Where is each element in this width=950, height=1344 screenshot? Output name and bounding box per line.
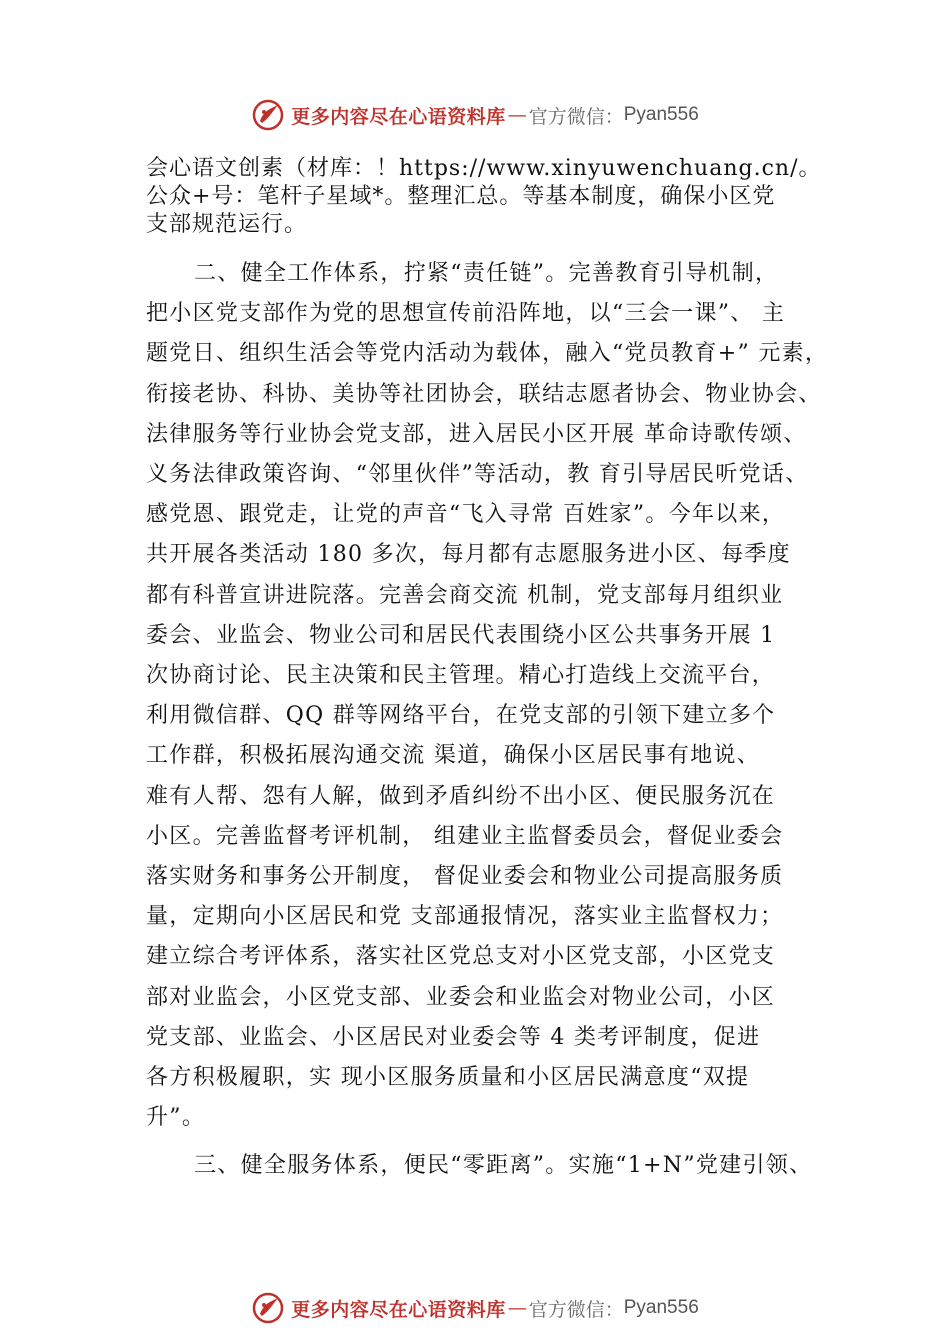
paragraph-line: 感党恩、跟党走，让党的声音“飞入寻常 百姓家”。今年以来， (146, 502, 786, 528)
paragraph-line: 量，定期向小区居民和党 支部通报情况，落实业主监督权力； (146, 904, 784, 930)
paragraph-line: 义务法律政策咨询、“邻里伙伴”等活动，教 育引导居民听党话、 (146, 462, 809, 488)
paragraph-line: 次协商讨论、民主决策和民主管理。精心打造线上交流平台， (146, 663, 776, 689)
paragraph-line: 共开展各类活动 180 多次，每月都有志愿服务进小区、每季度 (146, 542, 791, 568)
banner-title: 更多内容尽在心语资料库 (291, 1298, 506, 1321)
paragraph-line: 委会、业监会、物业公司和居民代表围绕小区公共事务开展 1 (146, 622, 776, 648)
paragraph-line: 二、健全工作体系，拧紧“责任链”。完善教育引导机制， (194, 261, 779, 286)
paragraph-line: 把小区党支部作为党的思想宣传前沿阵地，以“三会一课”、 主 (146, 301, 786, 327)
banner-wechat-id: Pyan556 (623, 104, 699, 125)
footer-banner (0, 1288, 950, 1328)
intro-line: 公众+号：笔杆子星域*。整理汇总。等基本制度，确保小区党 (146, 184, 776, 209)
paragraph-line: 各方积极履职，实 现小区服务质量和小区居民满意度“双提 (146, 1065, 750, 1091)
paragraph-line: 题党日、组织生活会等党内活动为载体，融入“党员教育+” 元素， (146, 341, 829, 367)
paragraph-line: 法律服务等行业协会党支部，进入居民小区开展 革命诗歌传颂、 (146, 421, 807, 447)
paragraph-line: 落实财务和事务公开制度， 督促业委会和物业公司提高服务质 (146, 864, 784, 890)
paragraph-line: 三、健全服务体系，便民“零距离”。实施“1+N”党建引领、 (194, 1153, 813, 1179)
intro-block (146, 155, 846, 239)
paragraph-line: 都有科普宣讲进院落。完善会商交流 机制，党支部每月组织业 (146, 582, 784, 608)
paragraph-line: 工作群，积极拓展沟通交流 渠道，确保小区居民事有地说、 (146, 743, 761, 769)
banner-separator: — (507, 104, 527, 126)
banner-label: 官方微信： (528, 105, 624, 128)
document-body (146, 254, 846, 1187)
banner-title: 更多内容尽在心语资料库 (291, 105, 506, 128)
paragraph-line: 小区。完善监督考评机制， 组建业主监督委员会，督促业委会 (146, 823, 784, 849)
paragraph-line: 利用微信群、QQ 群等网络平台，在党支部的引领下建立多个 (146, 703, 776, 729)
paragraph-line: 部对业监会，小区党支部、业委会和业监会对物业公司，小区 (146, 984, 776, 1010)
paragraph-line: 难有人帮、怨有人解，做到矛盾纠纷不出小区、便民服务沉在 (146, 783, 776, 809)
paragraph-line: 衔接老协、科协、美协等社团协会，联结志愿者协会、物业协会、 (146, 381, 822, 407)
paragraph-line: 建立综合考评体系，落实社区党总支对小区党支部，小区党支 (146, 944, 776, 970)
paragraph-line: 党支部、业监会、小区居民对业委会等 4 类考评制度，促进 (146, 1024, 761, 1050)
banner-separator: — (507, 1297, 527, 1319)
logo-icon (251, 1291, 285, 1325)
banner-label: 官方微信： (528, 1298, 624, 1321)
intro-line: 会心语文创素（材库：！https://www.xinyuwenchuang.cn/。 (146, 156, 822, 181)
header-banner (0, 95, 950, 135)
intro-line: 支部规范运行。 (146, 212, 308, 237)
paragraph-line: 升”。 (146, 1105, 206, 1131)
banner-wechat-id: Pyan556 (623, 1297, 699, 1318)
logo-icon (251, 98, 285, 132)
